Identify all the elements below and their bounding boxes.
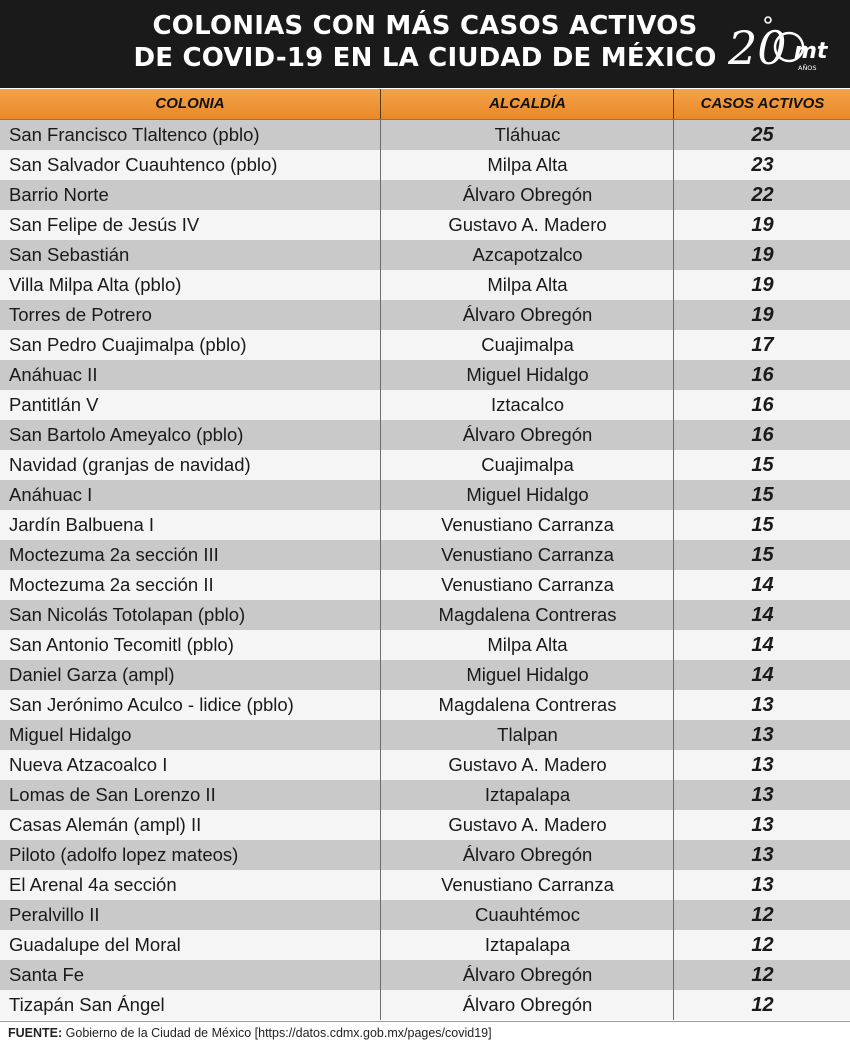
colonia-cell: Moctezuma 2a sección II (9, 574, 214, 595)
casos-activos-cell: 15 (673, 480, 850, 510)
casos-activos-cell: 15 (673, 540, 850, 570)
casos-activos-cell: 19 (673, 210, 850, 240)
alcaldia-cell: Venustiano Carranza (380, 870, 674, 900)
casos-activos-cell: 13 (673, 750, 850, 780)
colonia-cell: Navidad (granjas de navidad) (9, 454, 251, 475)
casos-activos-cell: 25 (673, 120, 850, 150)
colonia-cell: Torres de Potrero (9, 304, 152, 325)
casos-activos-cell: 16 (673, 420, 850, 450)
alcaldia-cell: Venustiano Carranza (380, 570, 674, 600)
table-row (0, 450, 850, 480)
table-row (0, 630, 850, 660)
alcaldia-cell: Tlalpan (380, 720, 674, 750)
source-detail: Gobierno de la Ciudad de México [https://datos.cdmx.gob.mx/pages/covid19] (62, 1026, 492, 1040)
table-row (0, 750, 850, 780)
alcaldia-cell: Miguel Hidalgo (380, 360, 674, 390)
colonia-cell: San Sebastián (9, 244, 130, 265)
table-row (0, 390, 850, 420)
colonia-cell: Miguel Hidalgo (9, 724, 132, 745)
table-row (0, 990, 850, 1020)
logo-number: 20 (728, 21, 787, 75)
table-row (0, 150, 850, 180)
colonia-cell: Tizapán San Ángel (9, 994, 165, 1015)
table-row (0, 570, 850, 600)
alcaldia-cell: Gustavo A. Madero (380, 750, 674, 780)
casos-activos-cell: 15 (673, 510, 850, 540)
alcaldia-cell: Milpa Alta (380, 630, 674, 660)
logo-sub: AÑOS (798, 64, 817, 72)
colonia-cell: El Arenal 4a sección (9, 874, 177, 895)
alcaldia-cell: Milpa Alta (380, 150, 674, 180)
casos-activos-cell: 12 (673, 930, 850, 960)
colonia-cell: Piloto (adolfo lopez mateos) (9, 844, 239, 865)
table-header-row (0, 89, 850, 120)
table-row (0, 210, 850, 240)
table-row (0, 660, 850, 690)
table-row (0, 930, 850, 960)
casos-activos-cell: 17 (673, 330, 850, 360)
alcaldia-cell: Venustiano Carranza (380, 540, 674, 570)
colonia-cell: San Nicolás Totolapan (pblo) (9, 604, 246, 625)
table-row (0, 360, 850, 390)
alcaldia-cell: Álvaro Obregón (380, 300, 674, 330)
source-text (8, 1024, 492, 1042)
table-row (0, 720, 850, 750)
table-row (0, 300, 850, 330)
casos-activos-cell: 13 (673, 840, 850, 870)
colonia-cell: San Salvador Cuauhtenco (pblo) (9, 154, 278, 175)
colonia-cell: Barrio Norte (9, 184, 109, 205)
alcaldia-cell: Iztacalco (380, 390, 674, 420)
casos-activos-cell: 14 (673, 660, 850, 690)
casos-activos-cell: 14 (673, 570, 850, 600)
casos-activos-cell: 13 (673, 780, 850, 810)
alcaldia-cell: Magdalena Contreras (380, 690, 674, 720)
alcaldia-cell: Iztapalapa (380, 780, 674, 810)
alcaldia-cell: Azcapotzalco (380, 240, 674, 270)
source-label: FUENTE: (8, 1026, 63, 1040)
casos-activos-cell: 16 (673, 390, 850, 420)
colonia-cell: San Jerónimo Aculco - lidice (pblo) (9, 694, 294, 715)
alcaldia-cell: Magdalena Contreras (380, 600, 674, 630)
casos-activos-cell: 22 (673, 180, 850, 210)
alcaldia-cell: Cuauhtémoc (380, 900, 674, 930)
casos-activos-cell: 12 (673, 990, 850, 1020)
alcaldia-cell: Gustavo A. Madero (380, 210, 674, 240)
alcaldia-cell: Cuajimalpa (380, 450, 674, 480)
alcaldia-cell: Iztapalapa (380, 930, 674, 960)
colonia-cell: Lomas de San Lorenzo II (9, 784, 216, 805)
alcaldia-cell: Miguel Hidalgo (380, 660, 674, 690)
alcaldia-cell: Gustavo A. Madero (380, 810, 674, 840)
table-row (0, 510, 850, 540)
alcaldia-cell: Tláhuac (380, 120, 674, 150)
casos-activos-cell: 12 (673, 900, 850, 930)
milenio-20-anos-logo (728, 12, 828, 76)
casos-activos-cell: 13 (673, 720, 850, 750)
table-row (0, 270, 850, 300)
casos-activos-cell: 14 (673, 630, 850, 660)
colonia-cell: San Francisco Tlaltenco (pblo) (9, 124, 260, 145)
alcaldia-cell: Álvaro Obregón (380, 990, 674, 1020)
table-row (0, 600, 850, 630)
column-header-casos-activos: CASOS ACTIVOS (673, 89, 850, 119)
table-row (0, 690, 850, 720)
colonia-cell: San Antonio Tecomitl (pblo) (9, 634, 234, 655)
casos-activos-cell: 19 (673, 270, 850, 300)
logo-brand: mt (794, 39, 828, 64)
alcaldia-cell: Álvaro Obregón (380, 960, 674, 990)
alcaldia-cell: Venustiano Carranza (380, 510, 674, 540)
casos-activos-cell: 13 (673, 810, 850, 840)
table-row (0, 480, 850, 510)
table-row (0, 780, 850, 810)
colonia-cell: Villa Milpa Alta (pblo) (9, 274, 182, 295)
casos-activos-cell: 14 (673, 600, 850, 630)
table-row (0, 900, 850, 930)
chart-title (120, 10, 730, 74)
table-row (0, 420, 850, 450)
colonia-cell: Casas Alemán (ampl) II (9, 814, 202, 835)
table-row (0, 840, 850, 870)
table-row (0, 180, 850, 210)
table-body (0, 120, 850, 1020)
colonia-cell: Jardín Balbuena I (9, 514, 155, 535)
alcaldia-cell: Cuajimalpa (380, 330, 674, 360)
colonia-cell: San Pedro Cuajimalpa (pblo) (9, 334, 247, 355)
casos-activos-cell: 15 (673, 450, 850, 480)
table-row (0, 960, 850, 990)
casos-activos-cell: 23 (673, 150, 850, 180)
alcaldia-cell: Álvaro Obregón (380, 840, 674, 870)
source-footer (0, 1021, 850, 1046)
casos-activos-cell: 19 (673, 300, 850, 330)
alcaldia-cell: Álvaro Obregón (380, 420, 674, 450)
title-line-2: DE COVID-19 EN LA CIUDAD DE MÉXICO (133, 43, 717, 73)
column-header-colonia: COLONIA (155, 95, 225, 112)
casos-activos-cell: 13 (673, 690, 850, 720)
colonia-cell: San Bartolo Ameyalco (pblo) (9, 424, 244, 445)
colonia-cell: San Felipe de Jesús IV (9, 214, 200, 235)
colonia-cell: Anáhuac II (9, 364, 98, 385)
alcaldia-cell: Miguel Hidalgo (380, 480, 674, 510)
table-row (0, 540, 850, 570)
colonia-cell: Pantitlán V (9, 394, 99, 415)
header-banner (0, 0, 850, 88)
colonia-cell: Peralvillo II (9, 904, 100, 925)
table-row (0, 240, 850, 270)
colonia-cell: Moctezuma 2a sección III (9, 544, 219, 565)
casos-activos-cell: 12 (673, 960, 850, 990)
alcaldia-cell: Milpa Alta (380, 270, 674, 300)
alcaldia-cell: Álvaro Obregón (380, 180, 674, 210)
title-line-1: COLONIAS CON MÁS CASOS ACTIVOS (152, 11, 698, 41)
casos-activos-cell: 19 (673, 240, 850, 270)
table-row (0, 330, 850, 360)
table-row (0, 870, 850, 900)
colonia-cell: Guadalupe del Moral (9, 934, 181, 955)
colonia-cell: Nueva Atzacoalco I (9, 754, 168, 775)
casos-activos-cell: 13 (673, 870, 850, 900)
table-row (0, 120, 850, 150)
colonia-cell: Daniel Garza (ampl) (9, 664, 175, 685)
colonia-cell: Santa Fe (9, 964, 85, 985)
casos-activos-cell: 16 (673, 360, 850, 390)
column-header-alcaldia: ALCALDÍA (380, 89, 674, 119)
colonia-cell: Anáhuac I (9, 484, 93, 505)
table-row (0, 810, 850, 840)
